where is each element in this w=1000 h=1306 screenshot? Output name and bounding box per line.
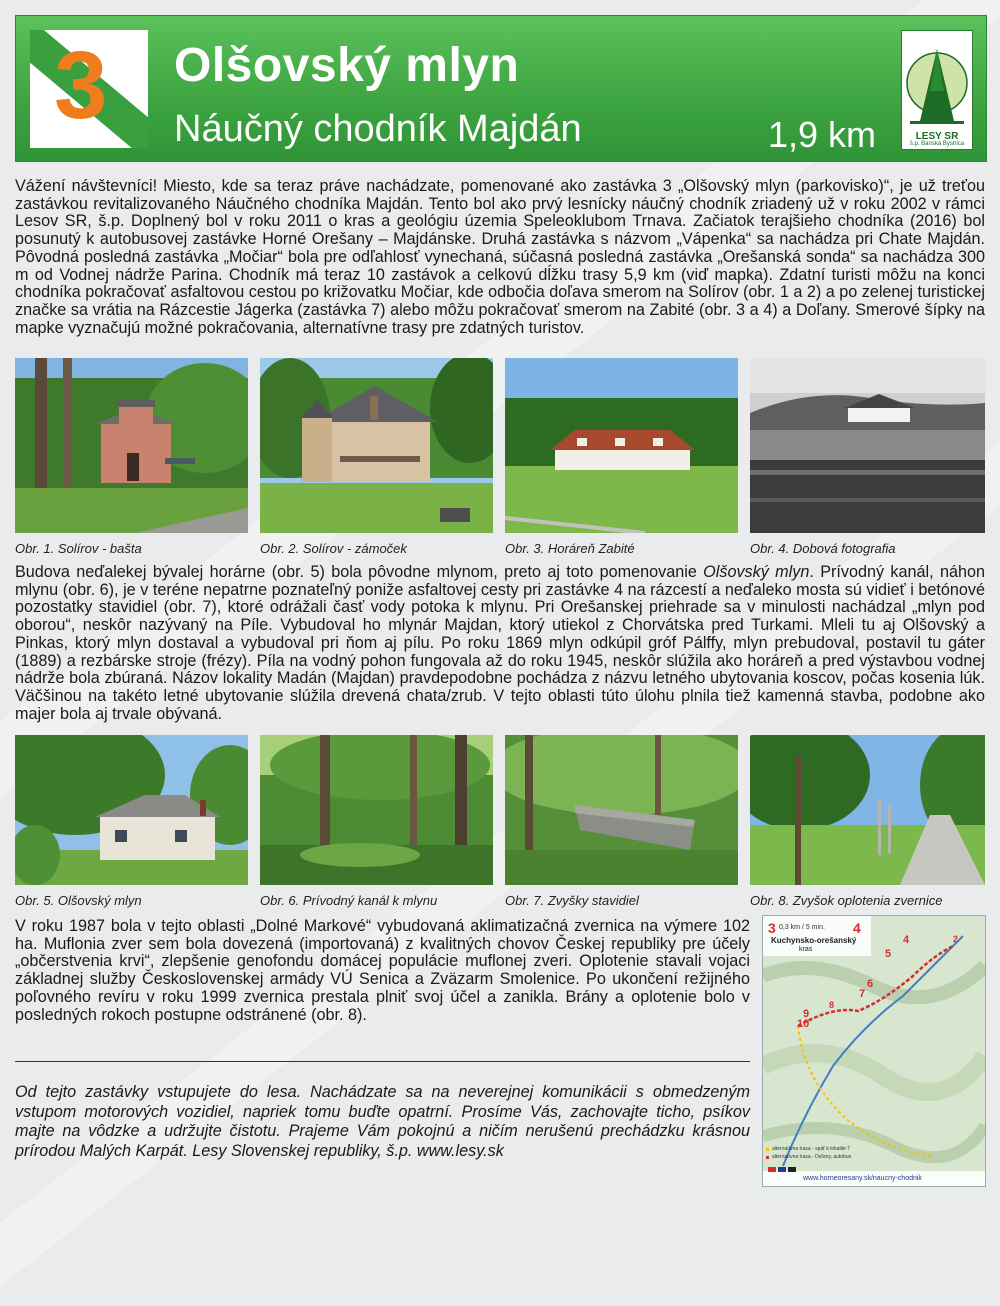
divider — [15, 1061, 750, 1062]
map-stop-4: 4 — [903, 934, 910, 946]
caption-obr-3: Obr. 3. Horáreň Zabité — [505, 541, 635, 556]
map-stop-2: 2 — [953, 934, 959, 944]
trail-name: Náučný chodník Majdán — [174, 108, 582, 150]
page-title: Olšovský mlyn — [174, 39, 520, 92]
stop-number-badge — [30, 30, 148, 148]
photo-historical — [750, 358, 985, 533]
game-paragraph: V roku 1987 bola v tejto oblasti „Dolné Markové“ vybudovaná aklimatizačná zvernica na výmere 102 ha. Muflonia zver sem bola dovezená (importovaná) z kvalitných chovov Českej republiky pre účely „občerstvenia krvi“, zlepšenie genofondu domácej populácie muflonej zveri. Oplotenie stavali vojaci základnej služby Československej armády VÚ Senica a Zväzarm Smolenice. Po ukončení režijného poľovného revíru v roku 1999 zvernica prestala plniť svoj účel a zanikla. Brány a oplotenie bolo v posledných rokoch postupne odstránené (obr. 8). — [15, 917, 750, 1024]
stop-number: 3 — [54, 32, 108, 139]
map-stop-8: 8 — [829, 1000, 835, 1010]
mill-paragraph — [15, 564, 985, 723]
closing-paragraph: Od tejto zastávky vstupujete do lesa. Nachádzate sa na neverejnej komunikácii s obmedzeným vstupom motorových vozidiel, napriek tomu buďte opatrní. Prosíme Vás, zachovajte ticho, psíkov majte na vôdzke a udržujte čistotu. Prajeme Vám pokojnú a ničím nerušenú prechádzku krásnou prírodou Malých Karpát. Lesy Slovenskej republiky, š.p. www.lesy.sk — [15, 1083, 750, 1160]
logo-name: LESY SR — [915, 131, 959, 142]
map-legend-2: alternatívna trasa - Doľany, autobus — [772, 1154, 852, 1160]
caption-obr-2: Obr. 2. Solírov - zámoček — [260, 541, 407, 556]
intro-paragraph: Vážení návštevníci! Miesto, kde sa teraz práve nachádzate, pomenované ako zastávka 3 „Olšovský mlyn (parkovisko)“, je už treťou zastávkou revitalizovaného Náučného chodníka Majdán. Tento bol ako prvý lesnícky náučný chodník zriadený už v roku 2002 v rámci Lesov SR, š.p. Doplnený bol v roku 2011 o kras a geológiu územia Speleoklubom Trnava. Začiatok terajšieho chodníka (2016) bol posunutý k autobusovej zastávke Horné Orešany – Majdánske. Druhá zastávka s názvom „Vápenka“ sa nachádza pri Chate Majdán. Pôvodná posledná zastávka „Močiar“ bola pre odľahlosť vynechaná, súčasná posledná zastávka „Orešanská sonda“ sa nachádza 300 m od Vodnej nádrže Parina. Chodník má teraz 10 zastávok a celkovú dĺžku trasy 5,9 km (viď mapka). Zdatní turisti môžu na konci chodníka pokračovať asfaltovou cestou po križovatku Močiar, kde odbočia doľava smerom na Solírov (obr. 1 a 2) a po zelenej turistickej značke sa vrátia na Rázcestie Jágerka (zastávka 7) alebo môžu pokračovať smerom na Zabité (obr. 3 a 4) a Doľany. Smerové šípky na mapke vyznačujú možné pokračovania, alternatívne trasy pre zdatných turistov. — [15, 177, 985, 337]
map-stop-9: 9 — [803, 1008, 810, 1020]
map-url[interactable]: www.horneoresany.sk/naucny-chodnik — [803, 1175, 922, 1182]
lesy-sr-logo — [901, 30, 973, 150]
caption-obr-6: Obr. 6. Prívodný kanál k mlynu — [260, 893, 438, 908]
trail-distance: 1,9 km — [768, 114, 877, 155]
photo-solirov-zamocek — [260, 358, 493, 533]
photo-olsovsky-mlyn — [15, 735, 248, 885]
map-legend-1: alternatívna trasa - späť k lokalite 7 — [772, 1146, 851, 1152]
photo-horaren-zabite — [505, 358, 738, 533]
tree-logo-icon — [902, 31, 972, 131]
map-section-name-2: kras — [799, 946, 813, 953]
logo-subtitle: š.p. Banská Bystrica — [909, 141, 965, 147]
caption-obr-5: Obr. 5. Olšovský mlyn — [15, 893, 142, 908]
map-stop-10: 10 — [797, 1018, 810, 1030]
photo-zvysok-oplotenia — [750, 735, 985, 885]
photo-privodny-kanal — [260, 735, 493, 885]
caption-obr-8: Obr. 8. Zvyšok oplotenia zvernice — [750, 893, 943, 908]
map-section-length: 0,3 km / 5 min. — [779, 924, 825, 931]
map-stop-6: 6 — [867, 978, 874, 990]
mill-text-1: Budova neďalekej bývalej horárne (obr. 5) bola pôvodne mlynom, preto aj toto pomenovanie — [15, 563, 704, 581]
photo-zvysky-stavidiel — [505, 735, 738, 885]
mill-text-2: . Prívodný kanál, náhon mlynu (obr. 6), je v teréne nepatrne poznateľný poniže asfaltovej cesty pri zastávke 4 na rázcestí a neďaleko mosta sú vidieť i betónové pozostatky stavidiel (obr. 7), ktoré odrážali časť vody potoka k mlynu. Pri Orešanskej priehrade sa v minulosti nachádzal „mlyn pod oborou“, neskôr nazývaný na Píle. Vybudoval ho mlynár Majdan, ktorý utiekol z Chorvátska pred Turkami. Mleli tu aj Olšovský a Pinkas, ktorý mlyn dostaval a vybudoval pri ňom aj pílu. Po roku 1869 mlyn odkúpil gróf Pálffy, mlyn prebudoval, postavil tu gáter (1889) a rezbárske stroje (frézy). Píla na vodný pohon fungovala až do roku 1945, neskôr slúžila ako horáreň a pred výstavbou vodnej nádrže bola zbúraná. Názov lokality Madán (Majdan) pravdepodobne pochádza z názvu letného ubytovania koscov, počas kosenia lúk. Väčšinou na takéto letné ubytovanie slúžila drevená chata/zrub. V tejto oblasti túto úlohu plnila tiež kamenná stavba, podobne ako majer bola aj trvale obývaná. — [15, 563, 985, 723]
caption-obr-1: Obr. 1. Solírov - bašta — [15, 541, 142, 556]
map-stop-7: 7 — [859, 988, 866, 1000]
caption-obr-4: Obr. 4. Dobová fotografia — [750, 541, 896, 556]
caption-obr-7: Obr. 7. Zvyšky stavidiel — [505, 893, 639, 908]
map-section-next: 4 — [853, 920, 861, 936]
map-section-number: 3 — [768, 920, 776, 936]
mill-name-italic: Olšovský mlyn — [703, 563, 810, 581]
map-section-name: Kuchynsko-orešanský — [771, 936, 857, 945]
photo-solirov-basta — [15, 358, 248, 533]
map-stop-5: 5 — [885, 948, 892, 960]
trail-map — [762, 915, 986, 1187]
header-banner — [15, 15, 987, 162]
